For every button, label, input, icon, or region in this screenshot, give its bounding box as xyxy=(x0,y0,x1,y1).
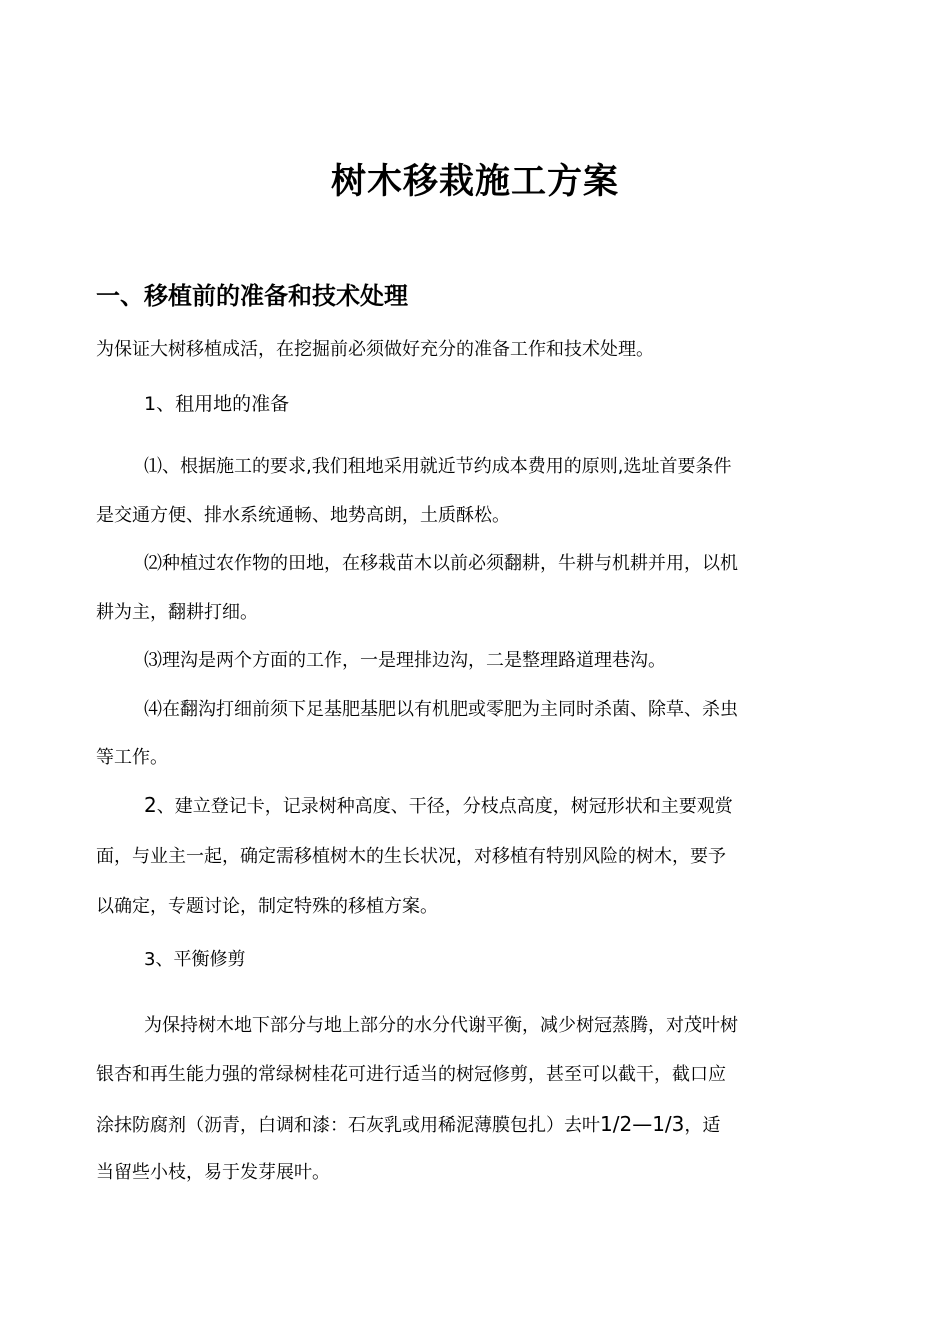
subsection-heading-3: 3、平衡修剪 xyxy=(144,949,246,970)
subsection-3-text-a: 涂抹防腐剂（沥青，白调和漆：石灰乳或用稀泥薄膜包扎）去叶 xyxy=(96,1115,600,1136)
item-2-line-1: ⑵种植过农作物的田地，在移栽苗木以前必须翻耕，牛耕与机耕并用，以机 xyxy=(144,553,738,574)
subsection-2-line-3: 以确定，专题讨论，制定特殊的移植方案。 xyxy=(96,896,438,917)
item-1-line-2: 是交通方便、排水系统通畅、地势高朗，土质酥松。 xyxy=(96,505,510,526)
subsection-3-text-b: ，适 xyxy=(684,1115,721,1136)
document-title: 树木移栽施工方案 xyxy=(330,162,619,202)
subsection-2-line-2: 面，与业主一起，确定需移植树木的生长状况，对移植有特别风险的树木，要予 xyxy=(96,846,726,867)
section-heading: 一、移植前的准备和技术处理 xyxy=(96,282,408,310)
subsection-2-line-1 xyxy=(144,791,733,821)
subsection-2-number: 2 xyxy=(144,793,157,817)
subsection-3-line-3 xyxy=(96,1110,720,1140)
subsection-3-line-4: 当留些小枝，易于发芽展叶。 xyxy=(96,1162,330,1183)
subsection-3-line-2: 银杏和再生能力强的常绿树桂花可进行适当的树冠修剪，甚至可以截干，截口应 xyxy=(96,1064,726,1085)
item-4-line-1: ⑷在翻沟打细前须下足基肥基肥以有机肥或零肥为主同时杀菌、除草、杀虫 xyxy=(144,699,738,720)
item-3-line-1: ⑶理沟是两个方面的工作，一是理排边沟，二是整理路道理巷沟。 xyxy=(144,650,666,671)
intro-paragraph: 为保证大树移植成活，在挖掘前必须做好充分的准备工作和技术处理。 xyxy=(96,339,654,360)
subsection-2-text: 、建立登记卡，记录树种高度、干径，分枝点高度，树冠形状和主要观赏 xyxy=(156,796,733,817)
item-1-line-1: ⑴、根据施工的要求,我们租地采用就近节约成本费用的原则,选址首要条件 xyxy=(144,456,732,477)
ratio-value: 1/2—1/3 xyxy=(600,1112,685,1136)
subsection-heading-1: 1、租用地的准备 xyxy=(144,393,290,415)
subsection-3-line-1: 为保持树木地下部分与地上部分的水分代谢平衡，减少树冠蒸腾，对茂叶树 xyxy=(144,1015,738,1036)
item-2-line-2: 耕为主，翻耕打细。 xyxy=(96,602,258,623)
item-4-line-2: 等工作。 xyxy=(96,747,168,768)
